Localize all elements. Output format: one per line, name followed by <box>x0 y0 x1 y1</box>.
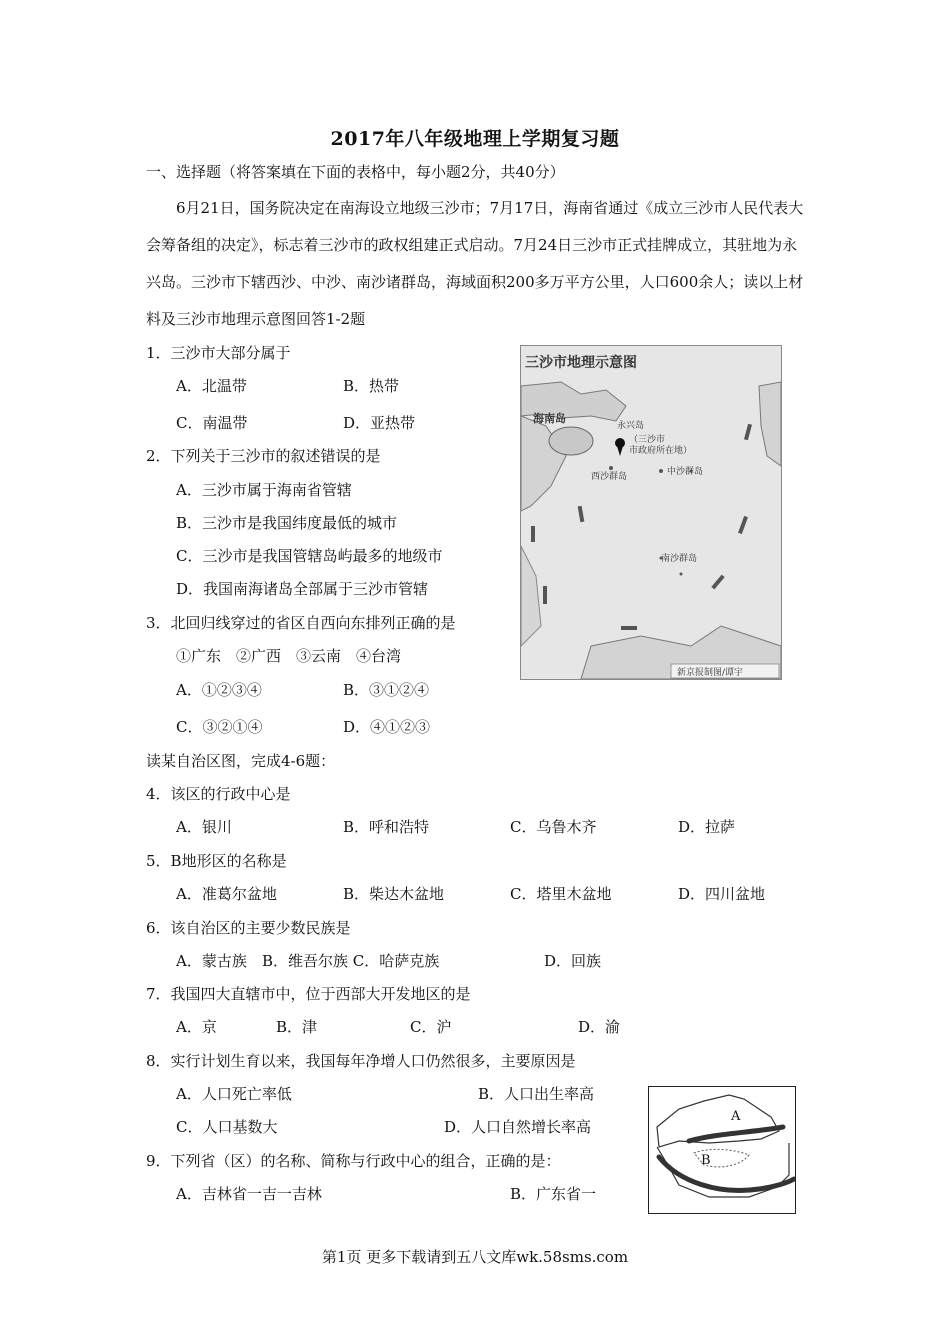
q4-option-a: A．银川 <box>176 818 232 836</box>
q3-sub-items: ①广东 ②广西 ③云南 ④台湾 <box>176 647 402 665</box>
q8-option-d: D．人口自然增长率高 <box>444 1118 592 1136</box>
q1-option-c: C．南温带 <box>176 414 248 432</box>
q9-option-b: B．广东省一 <box>510 1185 597 1203</box>
question-6: 6．该自治区的主要少数民族是 <box>146 919 351 937</box>
hainan-label: 海南岛 <box>533 412 566 425</box>
sansha-map <box>520 345 782 680</box>
q7-option-a: A．京 <box>176 1018 217 1036</box>
q5-option-a: A．准葛尔盆地 <box>176 885 277 903</box>
page-footer: 第1页 更多下载请到五八文库wk.58sms.com <box>321 1248 629 1266</box>
region-map <box>648 1086 796 1214</box>
q1-option-b: B．热带 <box>343 377 400 395</box>
island-dot <box>659 469 663 473</box>
question-1: 1．三沙市大部分属于 <box>146 344 291 362</box>
q3-option-a: A．①②③④ <box>176 681 262 699</box>
q8-option-a: A．人口死亡率低 <box>176 1085 292 1103</box>
question-9: 9．下列省（区）的名称、简称与行政中心的组合，正确的是： <box>146 1152 561 1170</box>
q4-option-b: B．呼和浩特 <box>343 818 430 836</box>
mountain-range-1 <box>689 1127 783 1141</box>
q6-option-a: A．蒙古族 <box>176 952 247 970</box>
q7-option-c: C．沪 <box>410 1018 452 1036</box>
map-credit: 新京报制图/谭宇 <box>677 668 744 678</box>
q7-option-b: B．津 <box>276 1018 318 1036</box>
island-dot <box>680 573 683 576</box>
q6-option-bc: B．维吾尔族 C．哈萨克族 <box>262 952 440 970</box>
question-7: 7．我国四大直辖市中，位于西部大开发地区的是 <box>146 985 471 1003</box>
map-title: 三沙市地理示意图 <box>525 355 637 371</box>
q5-option-d: D．四川盆地 <box>678 885 766 903</box>
read-region-instruction: 读某自治区图，完成4-6题： <box>146 752 336 770</box>
q3-option-d: D．④①②③ <box>343 718 431 736</box>
dash-4 <box>621 626 637 630</box>
nansha-label: 南沙群岛 <box>661 554 698 564</box>
q6-option-d: D．回族 <box>544 952 602 970</box>
label-a: A <box>731 1109 741 1124</box>
question-4: 4．该区的行政中心是 <box>146 785 291 803</box>
q8-option-b: B．人口出生率高 <box>478 1085 595 1103</box>
dash-6 <box>531 526 535 542</box>
question-2: 2．下列关于三沙市的叙述错误的是 <box>146 447 381 465</box>
region-boundary-north <box>657 1095 779 1147</box>
q2-option-b: B．三沙市是我国纬度最低的城市 <box>176 514 398 532</box>
q7-option-d: D．渝 <box>578 1018 621 1036</box>
question-3: 3．北回归线穿过的省区自西向东排列正确的是 <box>146 614 456 632</box>
seat-label-2: 市政府所在地） <box>629 446 693 456</box>
q1-option-a: A．北温带 <box>176 377 247 395</box>
question-8: 8．实行计划生育以来，我国每年净增人口仍然很多，主要原因是 <box>146 1052 576 1070</box>
region-map-graphic <box>649 1087 795 1213</box>
passage <box>146 190 806 338</box>
q8-option-c: C．人口基数大 <box>176 1118 278 1136</box>
page-title: 2017年八年级地理上学期复习题 <box>330 128 620 150</box>
q5-option-b: B．柴达木盆地 <box>343 885 445 903</box>
q2-option-d: D．我国南海诸岛全部属于三沙市管辖 <box>176 580 429 598</box>
label-b: B <box>701 1153 711 1168</box>
hainan-island-shape <box>549 427 593 455</box>
q4-option-c: C．乌鲁木齐 <box>510 818 597 836</box>
section-heading: 一、选择题（将答案填在下面的表格中，每小题2分，共40分） <box>146 163 565 181</box>
question-5: 5．B地形区的名称是 <box>146 852 287 870</box>
q9-option-a: A．吉林省一吉一吉林 <box>176 1185 322 1203</box>
xisha-label: 西沙群岛 <box>591 472 628 482</box>
dash-5 <box>543 586 547 604</box>
zhongsha-label: 中沙群岛 <box>667 467 704 477</box>
q1-option-d: D．亚热带 <box>343 414 416 432</box>
seat-label-1: （三沙市 <box>629 435 666 445</box>
q3-option-b: B．③①②④ <box>343 681 430 699</box>
yongxing-label: 永兴岛 <box>617 421 645 431</box>
q4-option-d: D．拉萨 <box>678 818 736 836</box>
q2-option-a: A．三沙市属于海南省管辖 <box>176 481 352 499</box>
passage-text: 6月21日，国务院决定在南海设立地级三沙市；7月17日，海南省通过《成立三沙市人民代表大会筹备组的决定》，标志着三沙市的政权组建正式启动。7月24日三沙市正式挂牌成立，其驻地为永兴岛。三沙市下辖西沙、中沙、南沙诸群岛，海域面积200多万平方公里，人口600余人；读以上材料及三沙市地理示意图回答1-2题 <box>146 199 804 328</box>
sansha-map-graphic <box>521 346 781 679</box>
q2-option-c: C．三沙市是我国管辖岛屿最多的地级市 <box>176 547 443 565</box>
q3-option-c: C．③②①④ <box>176 718 263 736</box>
q5-option-c: C．塔里木盆地 <box>510 885 612 903</box>
